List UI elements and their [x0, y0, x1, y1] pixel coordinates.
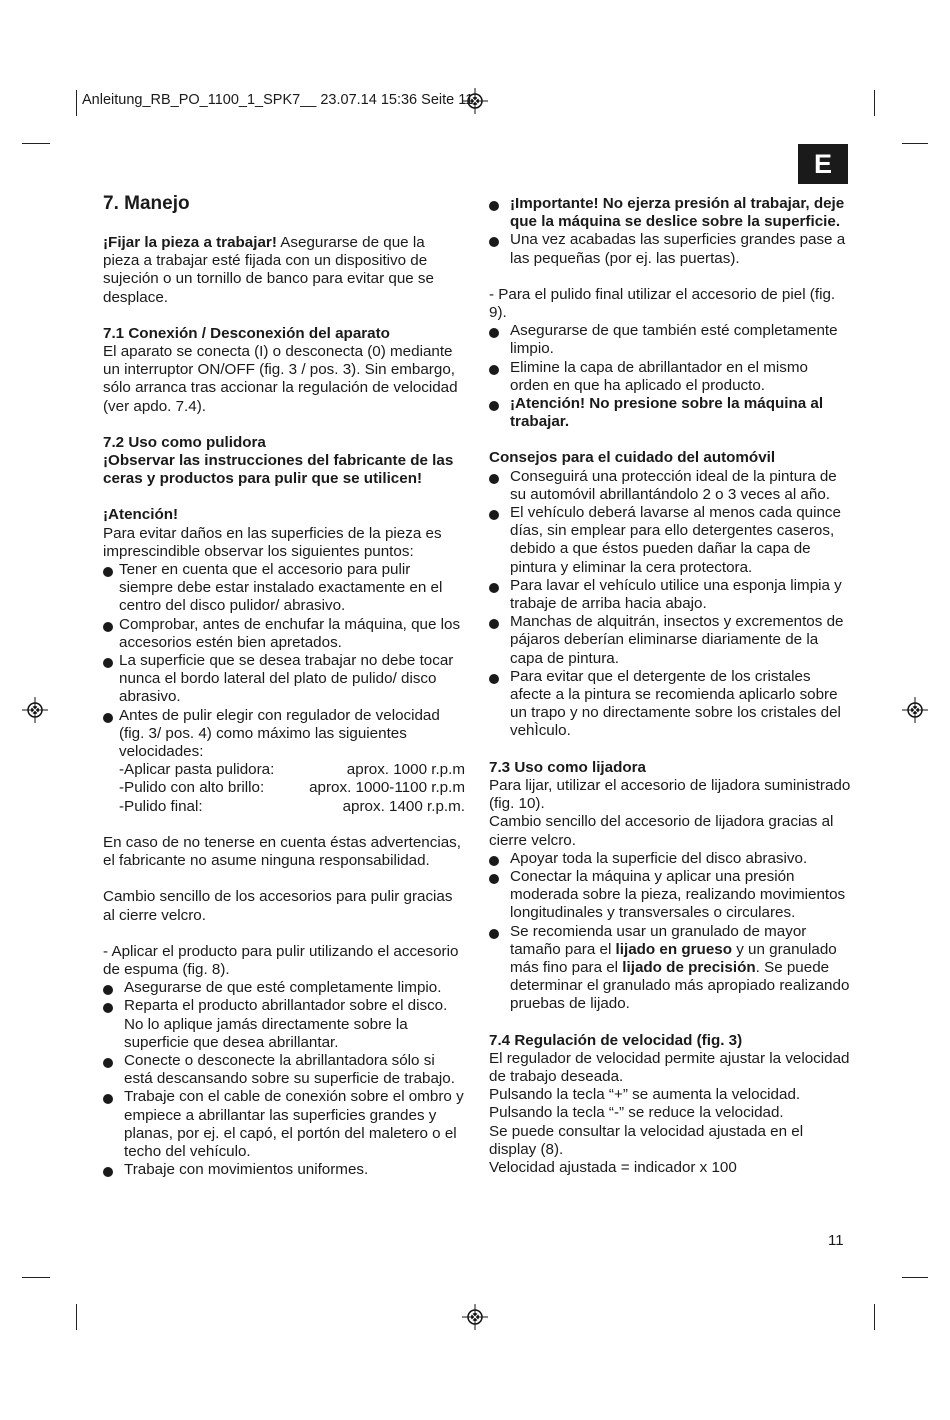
list-item: Para evitar que el detergente de los cristales afecte a la pintura se recomienda aplicarlo sobre un trapo y no directamente sobre los cristales del vehÌculo.	[489, 668, 851, 741]
speed-row	[119, 761, 465, 779]
list-item: Reparta el producto abrillantador sobre el disco. No lo aplique jamás directamente sobre la superficie que desea abrillantar.	[103, 997, 465, 1052]
liability-text: En caso de no tenerse en cuenta éstas advertencias, el fabricante no asume ninguna responsabilidad.	[103, 833, 461, 870]
page-number: 11	[828, 1232, 844, 1249]
text-7-3: Cambio sencillo del accesorio de lijadora gracias al cierre velcro.	[489, 813, 834, 849]
list-item: Una vez acabadas las superficies grandes pase a las pequeñas (por ej. las puertas).	[489, 231, 851, 267]
text-7-4: Se puede consultar la velocidad ajustada en el display (8).	[489, 1122, 804, 1158]
emphasis: lijado en grueso	[615, 940, 733, 958]
section-title: 7. Manejo	[103, 193, 190, 214]
speed-row	[119, 779, 465, 797]
text-7-4: Pulsando la tecla “+” se aumenta la velocidad.	[489, 1086, 801, 1104]
crop-mark	[22, 143, 50, 144]
intro-text: Asegurarse de que la pieza a trabajar esté fijada con un dispositivo de sujeción o un tornillo de banco para evitar que se desplace.	[103, 234, 434, 306]
registration-mark-icon	[462, 1304, 488, 1330]
list-item	[489, 923, 851, 1014]
list-item: Trabaje con el cable de conexión sobre el ombro y empiece a abrillantar las superficies grandes y planas, por ej. el capó, el portón del maletero o el techo del vehículo.	[103, 1088, 465, 1161]
list-item: Asegurarse de que esté completamente limpio.	[103, 979, 465, 997]
speed-row	[119, 798, 465, 816]
list-item: El vehículo deberá lavarse al menos cada quince días, sin emplear para ello detergentes caseros, debido a que éstos pueden dañar la capa de pintura y eliminar la cera protectora.	[489, 504, 851, 577]
list-item-text: Se recomienda usar un granulado de mayor tamaño para el	[510, 922, 807, 958]
bullet-list	[489, 195, 851, 268]
foam-text: - Aplicar el producto para pulir utilizando el accesorio de espuma (fig. 8).	[103, 942, 459, 978]
bullet-list	[489, 468, 851, 741]
crop-mark	[22, 1277, 50, 1278]
bullet-list	[103, 561, 465, 816]
heading-7-2: 7.2 Uso como pulidora	[103, 433, 266, 451]
text-7-4: Velocidad ajustada = indicador x 100	[489, 1158, 737, 1176]
heading-7-3: 7.3 Uso como lijadora	[489, 758, 646, 776]
heading-7-4: 7.4 Regulación de velocidad (fig. 3)	[489, 1031, 743, 1049]
speed-label: -Aplicar pasta pulidora:	[119, 761, 275, 779]
list-item: Tener en cuenta que el accesorio para pulir siempre debe estar instalado exactamente en el centro del disco pulidor/ abrasivo.	[103, 561, 465, 616]
crop-mark	[874, 90, 875, 116]
crop-mark	[902, 1277, 928, 1278]
registration-mark-icon	[902, 697, 928, 723]
list-item: Elimine la capa de abrillantador en el mismo orden en que ha aplicado el producto.	[489, 359, 851, 395]
list-item: Trabaje con movimientos uniformes.	[103, 1161, 465, 1179]
print-slug: Anleitung_RB_PO_1100_1_SPK7__ 23.07.14 15:36 Seite 11	[82, 92, 474, 108]
list-item: Manchas de alquitrán, insectos y excrementos de pájaros deberían eliminarse diariamente de la capa de pintura.	[489, 613, 851, 668]
intro-bold: ¡Fijar la pieza a trabajar!	[103, 234, 277, 251]
list-item-text: y un granulado más fino para el	[510, 940, 837, 976]
crop-mark	[76, 1304, 77, 1330]
list-item-text: Antes de pulir elegir con regulador de velocidad (fig. 3/ pos. 4) como máximo las siguientes velocidades:	[119, 706, 440, 761]
left-column	[103, 190, 465, 1179]
list-item	[103, 707, 465, 816]
language-tab: E	[798, 144, 848, 184]
crop-mark	[874, 1304, 875, 1330]
bullet-list	[489, 322, 851, 431]
bullet-list	[103, 979, 465, 1179]
warning-7-2: ¡Observar las instrucciones del fabricante de las ceras y productos para pulir que se utilicen!	[103, 452, 454, 488]
list-item: Para lavar el vehículo utilice una esponja limpia y trabaje de arriba hacia abajo.	[489, 577, 851, 613]
velcro-text: Cambio sencillo de los accesorios para pulir gracias al cierre velcro.	[103, 888, 453, 924]
care-heading: Consejos para el cuidado del automóvil	[489, 449, 776, 467]
speed-value: aprox. 1000 r.p.m	[346, 761, 465, 779]
right-column	[489, 195, 851, 1177]
attention-text: Para evitar daños en las superficies de la pieza es imprescindible observar los siguientes puntos:	[103, 524, 442, 560]
heading-7-1: 7.1 Conexión / Desconexión del aparato	[103, 324, 390, 342]
registration-mark-icon	[22, 697, 48, 723]
speed-value: aprox. 1400 r.p.m.	[342, 797, 465, 815]
list-item: Conecte o desconecte la abrillantadora sólo si está descansando sobre su superficie de trabajo.	[103, 1052, 465, 1088]
list-item: Conectar la máquina y aplicar una presión moderada sobre la pieza, realizando movimientos longitudinales y transversales o circulares.	[489, 868, 851, 923]
list-item: ¡Importante! No ejerza presión al trabajar, deje que la máquina se deslice sobre la superficie.	[489, 195, 851, 231]
list-item: Conseguirá una protección ideal de la pintura de su automóvil abrillantándolo 2 o 3 veces al año.	[489, 468, 851, 504]
list-item: ¡Atención! No presione sobre la máquina al trabajar.	[489, 395, 851, 431]
text-7-3: Para lijar, utilizar el accesorio de lijadora suministrado (fig. 10).	[489, 776, 851, 813]
list-item: La superficie que se desea trabajar no debe tocar nunca el bordo lateral del plato de pulido/ disco abrasivo.	[103, 652, 465, 707]
list-item: Comprobar, antes de enchufar la máquina, que los accesorios estén bien apretados.	[103, 616, 465, 652]
list-item: Asegurarse de que también esté completamente limpio.	[489, 322, 851, 358]
speed-value: aprox. 1000-1100 r.p.m	[309, 779, 465, 797]
emphasis: lijado de precisión	[622, 958, 756, 976]
crop-mark	[902, 143, 928, 144]
crop-mark	[76, 90, 77, 116]
list-item-text: . Se puede determinar el granulado más apropiado realizando pruebas de lijado.	[510, 958, 850, 1013]
leather-text: - Para el pulido final utilizar el accesorio de piel (fig. 9).	[489, 285, 836, 322]
intro-paragraph	[103, 234, 465, 307]
text-7-4: El regulador de velocidad permite ajustar la velocidad de trabajo deseada.	[489, 1049, 850, 1085]
list-item: Apoyar toda la superficie del disco abrasivo.	[489, 850, 851, 868]
text-7-4: Pulsando la tecla “-” se reduce la velocidad.	[489, 1104, 784, 1122]
speed-label: -Pulido final:	[119, 797, 203, 815]
bullet-list	[489, 850, 851, 1014]
speed-label: -Pulido con alto brillo:	[119, 779, 265, 797]
text-7-1: El aparato se conecta (I) o desconecta (0) mediante un interruptor ON/OFF (fig. 3 / pos. 3). Sin embargo, sólo arranca tras accionar la regulación de velocidad (ver apdo. 7.4).	[103, 343, 458, 415]
attention-heading: ¡Atención!	[103, 506, 179, 524]
